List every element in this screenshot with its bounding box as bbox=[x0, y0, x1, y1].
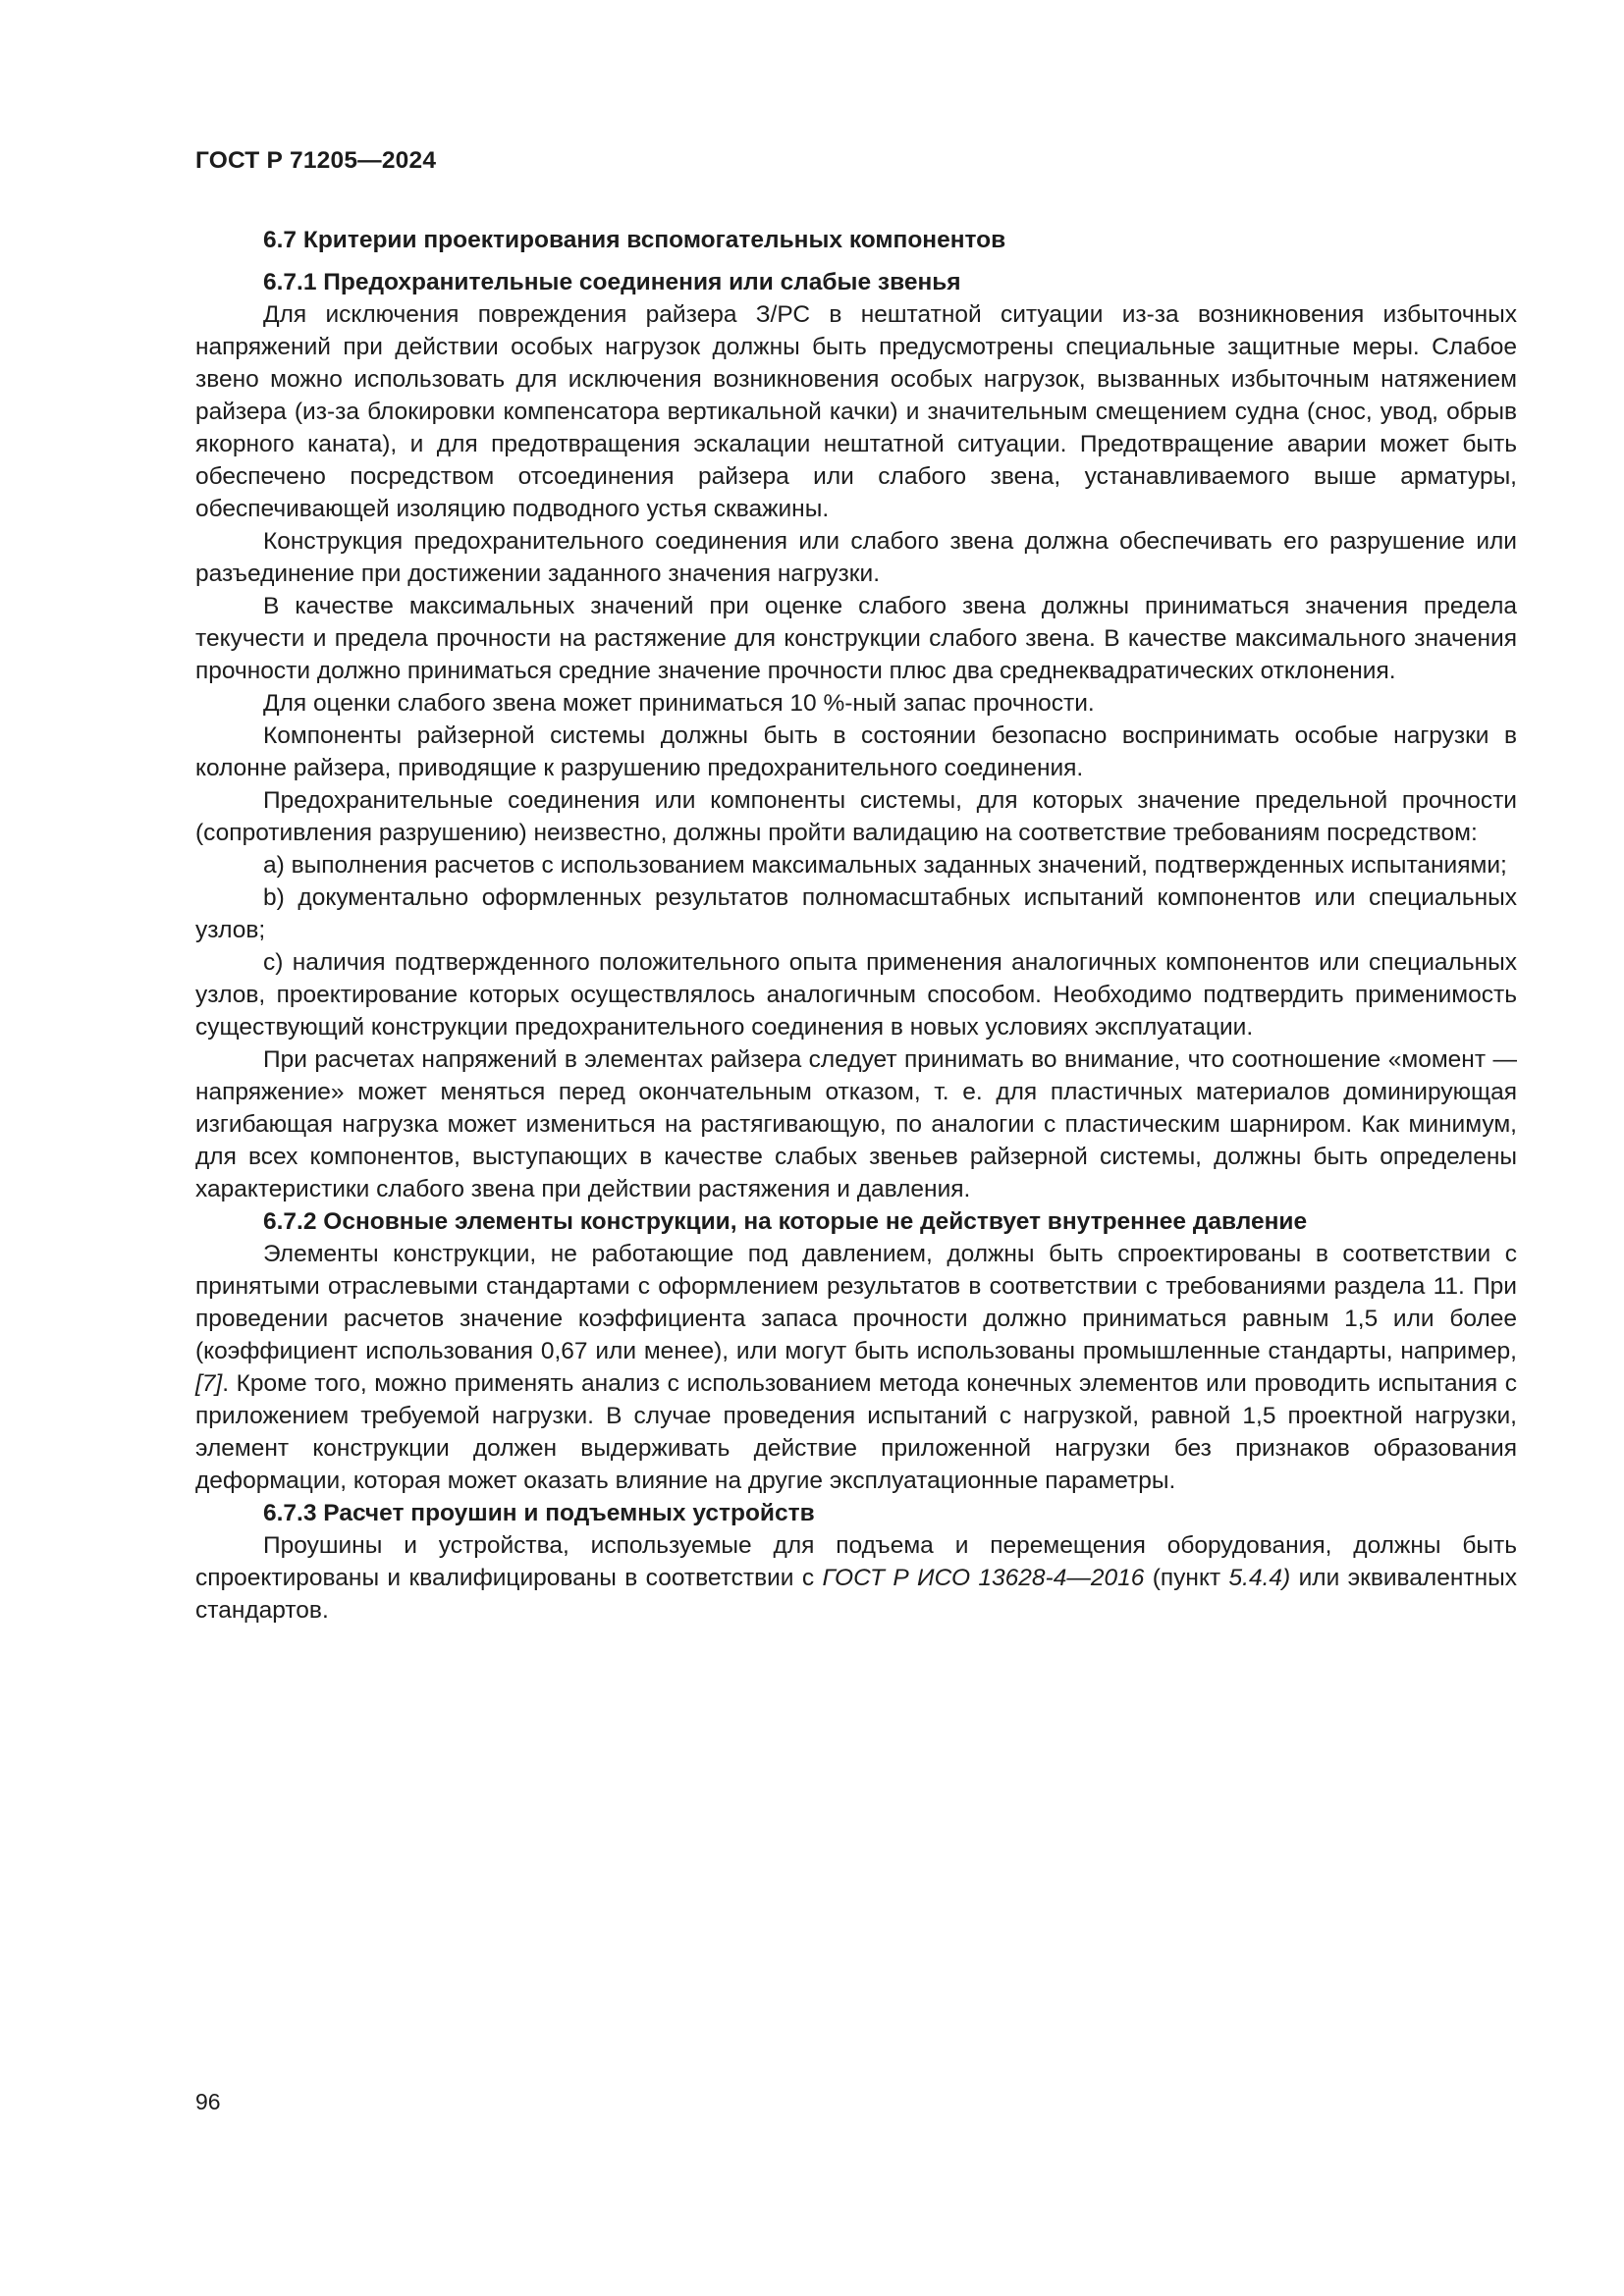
paragraph: В качестве максимальных значений при оценке слабого звена должны приниматься значения предела текучести и предела прочности на растяжение для конструкции слабого звена. В качестве максимального значения прочности должно приниматься средние значение прочности плюс два среднеквадратических отклонения. bbox=[195, 593, 1517, 684]
paragraph-text: или эквивалентных стандартов. bbox=[195, 1565, 1517, 1624]
page-body bbox=[195, 224, 1517, 1627]
paragraph: Конструкция предохранительного соединения или слабого звена должна обеспечивать его разрушение или разъединение при достижении заданного значения нагрузки. bbox=[195, 528, 1517, 587]
paragraph-text: . Кроме того, можно применять анализ с использованием метода конечных элементов или проводить испытания с приложением требуемой нагрузки. В случае проведения испытаний с нагрузкой, равной 1,5 проектной нагрузки, элемент конструкции должен выдерживать действие приложенной нагрузки без признаков образования деформации, которая может оказать влияние на другие эксплуатационные параметры. bbox=[195, 1370, 1517, 1494]
subsection-title: 6.7.3 Расчет проушин и подъемных устройств bbox=[263, 1500, 815, 1526]
subsection-title: 6.7.1 Предохранительные соединения или слабые звенья bbox=[263, 269, 961, 295]
subsection-title: 6.7.2 Основные элементы конструкции, на которые не действует внутреннее давление bbox=[263, 1208, 1308, 1235]
standard-reference: ГОСТ Р ИСО 13628-4—2016 bbox=[822, 1565, 1145, 1591]
clause-reference: 5.4.4) bbox=[1228, 1565, 1291, 1591]
list-item: а) выполнения расчетов с использованием максимальных заданных значений, подтвержденных испытаниями; bbox=[263, 852, 1507, 879]
paragraph-text: пункт bbox=[1160, 1565, 1229, 1591]
paragraph: При расчетах напряжений в элементах райзера следует принимать во внимание, что соотношение «момент — напряжение» может меняться перед окончательным отказом, т. е. для пластичных материалов доминирующая изгибающая нагрузка может измениться на растягивающую, по аналогии с пластическим шарниром. Как минимум, для всех компонентов, выступающих в качестве слабых звеньев райзерной системы, должны быть определены характеристики слабого звена при действии растяжения и давления. bbox=[195, 1046, 1517, 1202]
section-title: 6.7 Критерии проектирования вспомогательных компонентов bbox=[263, 227, 1006, 253]
page-number: 96 bbox=[195, 2089, 221, 2114]
paragraph: Компоненты райзерной системы должны быть в состоянии безопасно воспринимать особые нагрузки в колонне райзера, приводящие к разрушению предохранительного соединения. bbox=[195, 722, 1517, 781]
paragraph-text: Элементы конструкции, не работающие под давлением, должны быть спроектированы в соответствии с принятыми отраслевыми стандартами с оформлением результатов в соответствии с требованиями раздела 11. При проведении расчетов значение коэффициента запаса прочности должно приниматься равным 1,5 или более (коэффициент использования 0,67 или менее), или могут быть использованы промышленные стандарты, например, bbox=[195, 1241, 1517, 1364]
document-code-header: ГОСТ Р 71205—2024 bbox=[195, 147, 437, 174]
bibliography-reference: [7] bbox=[195, 1370, 223, 1397]
paragraph: Предохранительные соединения или компоненты системы, для которых значение предельной прочности (сопротивления разрушению) неизвестно, должны пройти валидацию на соответствие требованиям посредством: bbox=[195, 787, 1517, 846]
paragraph-text: ( bbox=[1144, 1565, 1161, 1591]
list-item: с) наличия подтвержденного положительного опыта применения аналогичных компонентов или специальных узлов, проектирование которых осуществлялось аналогичным способом. Необходимо подтвердить применимость существующий конструкции предохранительного соединения в новых условиях эксплуатации. bbox=[195, 949, 1517, 1041]
paragraph: Для исключения повреждения райзера З/РС в нештатной ситуации из-за возникновения избыточных напряжений при действии особых нагрузок должны быть предусмотрены специальные защитные меры. Слабое звено можно использовать для исключения возникновения особых нагрузок, вызванных избыточным натяжением райзера (из-за блокировки компенсатора вертикальной качки) и значительным смещением судна (снос, увод, обрыв якорного каната), и для предотвращения эскалации нештатной ситуации. Предотвращение аварии может быть обеспечено посредством отсоединения райзера или слабого звена, устанавливаемого выше арматуры, обеспечивающей изоляцию подводного устья скважины. bbox=[195, 301, 1517, 522]
paragraph bbox=[195, 1529, 1517, 1627]
paragraph bbox=[195, 1238, 1517, 1497]
paragraph: Для оценки слабого звена может приниматься 10 %-ный запас прочности. bbox=[263, 690, 1095, 717]
list-item: b) документально оформленных результатов полномасштабных испытаний компонентов или специальных узлов; bbox=[195, 884, 1517, 943]
paragraph-text: Проушины и устройства, используемые для подъема и перемещения оборудования, должны быть спроектированы и квалифицированы в соответствии с bbox=[195, 1532, 1517, 1591]
